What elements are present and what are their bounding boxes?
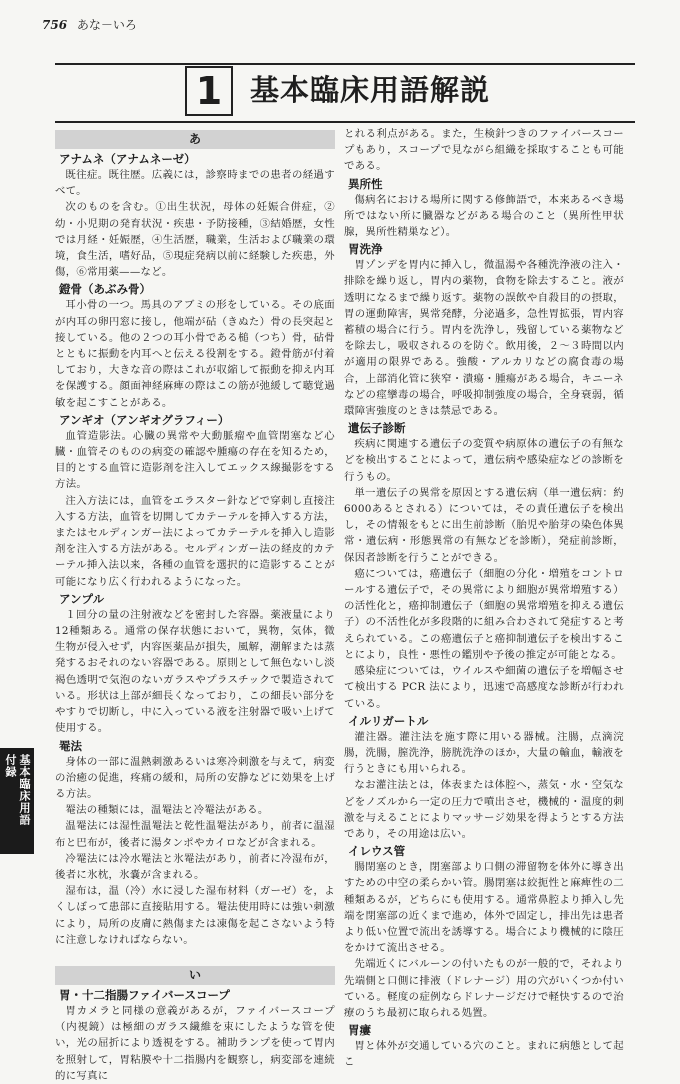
entry-text: 疾病に関連する遺伝子の変質や病原体の遺伝子の有無などを検出することによって，遺伝病や感染症などの診断を行うもの。 xyxy=(344,438,624,483)
entry-term: 異所性 xyxy=(348,176,383,191)
entry-term: アンギオ（アンギオグラフィー） xyxy=(59,412,230,427)
side-tab-label: 基本臨床用語 xyxy=(18,754,31,826)
entry-term: アンプル xyxy=(59,591,105,606)
side-tab-label-appendix: 付録 xyxy=(4,754,17,778)
running-head-range: あな－いろ xyxy=(76,18,137,32)
entry-text: 既往症。既往歴。広義には，診察時までの患者の経過すべて。 xyxy=(55,169,335,198)
chapter-number: 1 xyxy=(185,66,233,116)
running-head xyxy=(42,16,137,33)
entry-text: 次のものを含む。①出生状況，母体の妊娠合併症，②幼・小児期の発育状況・疾患・予防接種，③結婚歴，女性では月経・妊娠歴，④生活歴，職業，生活および職業の環境，食生活，嗜好品，⑤現症発病以前に経験した疾患，外傷，⑥常用薬——など。 xyxy=(55,201,335,279)
entry-term: イレウス管 xyxy=(348,844,406,859)
entry-text: 灌注器。灌注法を施す際に用いる器械。注腸，点滴浣腸，洗腸，膣洗浄，膀胱洗浄のほか，大量の輸血，輸液を行うときにも用いられる。 xyxy=(344,730,624,776)
entry-text: 傷病名における場所に関する修飾語で，本来あるべき場所ではない所に臓器などがある場合のこと（異所性甲状腺，異所性精巣など）。 xyxy=(344,193,624,239)
left-column xyxy=(55,126,335,1082)
entry-text-continued: とれる利点がある。また，生検針つきのファイバースコープもあり，スコープで見ながら組織を採取することも可能である。 xyxy=(344,128,624,173)
entry-term: アナムネ（アナムネーゼ） xyxy=(59,152,196,166)
entry-text: 耳小骨の一つ。馬具のアブミの形をしている。その底面が内耳の卵円窓に接し，他端が砧（きぬた）骨の長突起と接している。他の２つの耳小骨である槌（つち）骨，砧骨とともに振動を内耳へと伝える役割をする。鐙骨筋が付着しており，大きな音の際はこれが収縮して振動を抑え内耳を保護する。顔面神経麻痺の際はこの筋が弛緩して聴覚過敏を起こすことがある。 xyxy=(55,299,335,409)
entry-text: なお灌注法とは，体表または体腔へ，蒸気・水・空気などをノズルから一定の圧力で噴出させ，機械的・温度的刺激を与えることによりマッサージ効果を得ようとする方法であり，その用途は広い。 xyxy=(344,779,624,840)
entry-text: １回分の量の注射液などを密封した容器。薬液量により12種類ある。通常の保存状態において，異物，気体，微生物が侵入せず，内容医薬品が損失，風解，潮解または蒸発するおそれのない容器である。原則として無色ないし淡褐色透明で気泡のないガラスやプラスチックで製造されている。形状は上部が細長くなっており，この細長い部分をやすりで切断し，中に入っている液を注射器で吸い上げて使用する。 xyxy=(55,608,335,735)
entry-text: 注入方法には，血管をエラスター針などで穿刺し直接注入する方法，血管を切開してカテーテルを挿入する方法，またはセルディンガー法によってカテーテルを挿入し造影剤を注入する方法がある。セルディンガー法の経皮的カテーテル挿入法以来，各種の血管を選択的に造影することが可能になり広く行われるようになった。 xyxy=(55,494,335,588)
entry-text: 血管造影法。心臓の異常や大動脈瘤や血管閉塞など心臓・血管そのものの病変の確認や腫瘍の存在を知るため，目的とする血管に造影剤を注入してエックス線撮影をする方法。 xyxy=(55,429,335,491)
entry-text: 罨法の種類には，温罨法と冷罨法がある。 xyxy=(65,804,269,817)
entry-text: 腸閉塞のとき，閉塞部より口側の滞留物を体外に導き出すための中空の柔らかい管。腸閉塞は絞扼性と麻痺性の二種類あるが，どちらにも使用する。通常鼻腔より挿入し先端を閉塞部の近くまで進め，体外で固定し，排出先は患者より低い位置で流出を誘導する。場合により機械的に陰圧をかけて流出させる。 xyxy=(344,861,624,955)
entry-text: 身体の一部に温熱刺激あるいは寒冷刺激を与えて，病変の治癒の促進，疼痛の緩和，局所の安静などに効果を上げる方法。 xyxy=(55,755,335,800)
entry-term: 胃瘻 xyxy=(348,1023,371,1038)
entry-text: 胃カメラと同様の意義があるが，ファイバースコープ（内視鏡）は極細のガラス繊維を束にしたような管を使い，光の屈折により透視をする。補助ランプを使って胃内を照射して，胃粘膜や十二指腸内を観察し，病変部を連続的に写真に xyxy=(55,1004,335,1082)
page-number: 756 xyxy=(42,18,68,32)
section-side-tab[interactable] xyxy=(0,748,34,854)
entry-text: 胃ゾンデを胃内に挿入し，微温湯や各種洗浄液の注入・排除を繰り返し，胃内の薬物，食物を除去すること。液が透明になるまで繰り返す。薬物の誤飲や自殺目的の摂取，胃の運動障害，異常発酵，分泌過多，急性胃拡張，胃内容蓄積の場合に行う。胃内を洗浄し，残留している薬物などを除去し，吸収されるのを防ぐ。飲用後，２～３時間以内が適用の限界である。強酸・アルカリなどの腐食毒の場合，上部消化管に狭窄・潰瘍・腫瘍がある場合，キニーネなどの痙攣毒の場合，呼吸抑制強度の場合，全身衰弱，循環障害強度のときは禁忌である。 xyxy=(344,259,624,418)
entry-term: 遺伝子診断 xyxy=(348,421,406,436)
index-heading-i: い xyxy=(55,966,335,985)
entry-term: 鐙骨（あぶみ骨） xyxy=(59,282,151,297)
entry-text: 冷罨法には冷水罨法と氷罨法があり，前者に冷湿布が，後者に氷枕，氷嚢が含まれる。 xyxy=(55,852,335,881)
chapter-title: 基本臨床用語解説 xyxy=(250,73,491,107)
entry-term: 罨法 xyxy=(59,738,82,753)
entry-text: 胃と体外が交通している穴のこと。まれに病態として起こ xyxy=(344,1040,624,1069)
right-column xyxy=(344,126,624,1069)
entry-text: 先端近くにバルーンの付いたものが一般的で，それより先端側と口側に排液（ドレナージ）用の穴がいくつか付いている。軽度の症例ならドレナージだけで軽快するので治療のうち最初に取られる処置。 xyxy=(344,958,624,1019)
entry-term: 胃洗浄 xyxy=(348,242,383,257)
entry-text: 温罨法には湿性温罨法と乾性温罨法があり，前者に温湿布と巴布が，後者に湯タンポやカイロなどが含まれる。 xyxy=(55,820,335,849)
entry-text: 感染症については，ウイルスや細菌の遺伝子を増幅させて検出する PCR 法により，迅速で高感度な診断が行われている。 xyxy=(344,665,624,710)
entry-text: 単一遺伝子の異常を原因とする遺伝病（単一遺伝病：約6000あるとされる）については，その責任遺伝子を検出し，その情報をもとに出生前診断（胎児や胎芽の染色体異常・遺伝病・形態異常の有無などを診断），発症前診断，保因者診断を行うことができる。 xyxy=(344,486,624,564)
entry-term: 胃・十二指腸ファイバースコープ xyxy=(59,987,230,1002)
entry-term: イルリガートル xyxy=(348,713,429,728)
entry-text: 癌については，癌遺伝子（細胞の分化・増殖をコントロールする遺伝子で，その異常により細胞が異常増殖する）の活性化と，癌抑制遺伝子（細胞の異常増殖を抑える遺伝子）の不活性化が多段階的に組み合わされて発症すると考えられている。この癌遺伝子と癌抑制遺伝子を検出することにより，良性・悪性の鑑別や予後の推定が可能となる。 xyxy=(344,567,624,661)
entry-text: 湿布は，温（冷）水に浸した湿布材料（ガーゼ）を，よくしぼって患部に直接貼用する。罨法使用時には強い刺激により，局所の皮膚に熱傷または凍傷を起こさないよう特に注意しなければならない。 xyxy=(55,885,335,946)
index-heading-a: あ xyxy=(55,130,335,149)
